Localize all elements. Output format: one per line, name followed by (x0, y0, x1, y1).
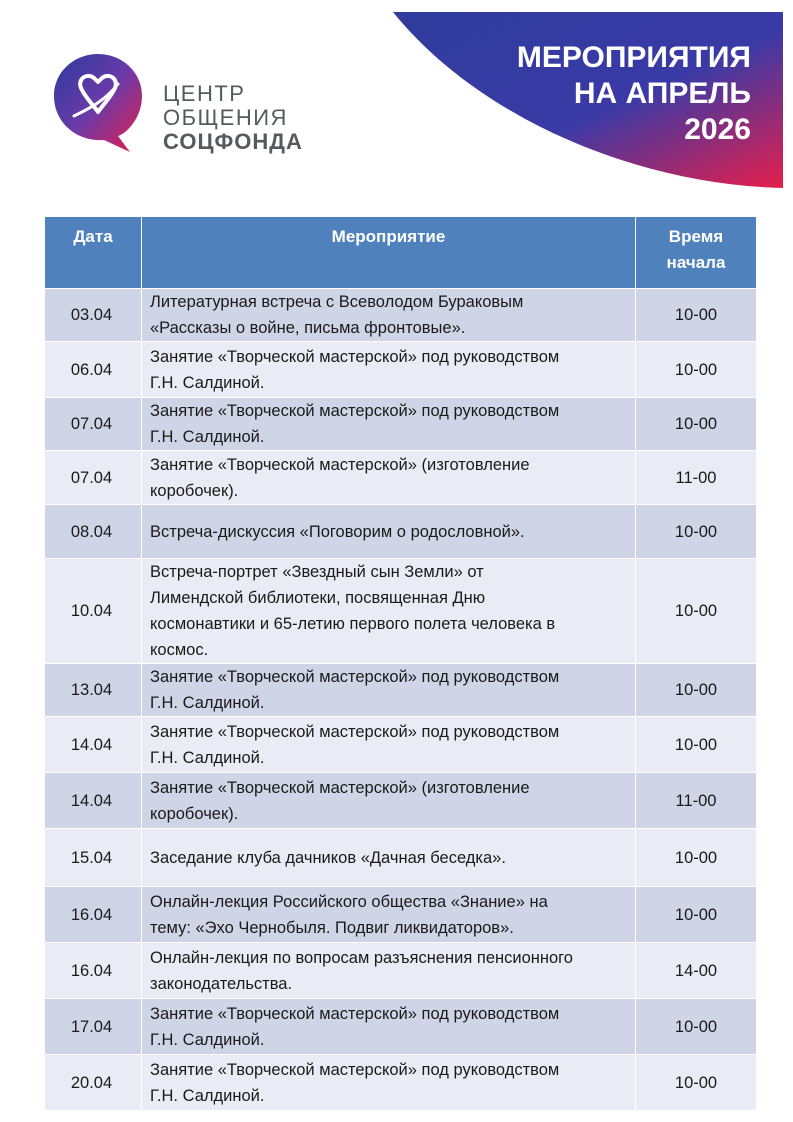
event-title (142, 717, 636, 773)
event-title-line: Г.Н. Салдиной. (150, 428, 265, 446)
logo-wordmark (163, 82, 303, 154)
event-title (142, 887, 636, 943)
table-row (45, 664, 757, 717)
event-time: 14-00 (636, 943, 757, 999)
header-line: Время (668, 227, 724, 246)
event-title-line: космонавтики и 65-летию первого полета человека в (150, 615, 556, 633)
event-title (142, 773, 636, 829)
event-title-line: Занятие «Творческой мастерской» под руководством (150, 1060, 560, 1079)
event-time: 10-00 (636, 289, 757, 342)
event-time: 10-00 (636, 664, 757, 717)
event-title-line: Встреча-портрет «Звездный сын Земли» от (150, 563, 484, 581)
event-title-line: Занятие «Творческой мастерской» под руководством (150, 722, 560, 741)
event-date: 07.04 (45, 451, 142, 505)
table-row (45, 505, 757, 559)
title-line: НА АПРЕЛЬ (573, 77, 751, 110)
event-title-line: Г.Н. Салдиной. (150, 1030, 265, 1049)
event-date: 13.04 (45, 664, 142, 717)
table-row (45, 999, 757, 1055)
event-title-line: Лимендской библиотеки, посвященная Дню (150, 589, 486, 607)
logo-line: ЦЕНТР (163, 81, 246, 106)
event-date: 14.04 (45, 773, 142, 829)
event-time: 10-00 (636, 1055, 757, 1111)
table-header-row (45, 217, 757, 289)
event-title (142, 1055, 636, 1111)
event-time: 10-00 (636, 559, 757, 664)
table-row (45, 342, 757, 398)
page-title (517, 40, 751, 148)
column-header-event: Мероприятие (142, 217, 636, 289)
event-date: 06.04 (45, 342, 142, 398)
event-title-line: Г.Н. Салдиной. (150, 748, 265, 767)
event-date: 20.04 (45, 1055, 142, 1111)
event-title-line: Занятие «Творческой мастерской» под руководством (150, 347, 560, 366)
event-date: 07.04 (45, 398, 142, 451)
event-title-line: Онлайн-лекция Российского общества «Знание» на (150, 892, 548, 911)
event-time: 10-00 (636, 887, 757, 943)
event-time: 10-00 (636, 999, 757, 1055)
table-row (45, 773, 757, 829)
event-date: 03.04 (45, 289, 142, 342)
event-time: 10-00 (636, 342, 757, 398)
event-date: 08.04 (45, 505, 142, 559)
event-title-line: Г.Н. Салдиной. (150, 373, 265, 392)
event-title-line: Занятие «Творческой мастерской» под руководством (150, 668, 560, 686)
event-date: 16.04 (45, 887, 142, 943)
title-line: МЕРОПРИЯТИЯ (516, 41, 751, 74)
logo-line: ОБЩЕНИЯ (163, 105, 288, 130)
table-row (45, 829, 757, 887)
column-header-date: Дата (45, 217, 142, 289)
logo-line: СОЦФОНДА (163, 129, 303, 154)
event-title-line: Занятие «Творческой мастерской» под руководством (150, 1004, 560, 1023)
event-title (142, 451, 636, 505)
table-row (45, 289, 757, 342)
event-title (142, 289, 636, 342)
event-title-line: Заседание клуба дачников «Дачная беседка». (150, 848, 506, 867)
table-row (45, 559, 757, 664)
table-row (45, 1055, 757, 1111)
event-title (142, 559, 636, 664)
event-title-line: «Рассказы о войне, письма фронтовые». (150, 319, 466, 337)
event-title (142, 999, 636, 1055)
table-row (45, 451, 757, 505)
event-title (142, 398, 636, 451)
event-title-line: коробочек). (150, 481, 239, 500)
title-line: 2026 (684, 113, 751, 146)
event-time: 10-00 (636, 829, 757, 887)
event-date: 14.04 (45, 717, 142, 773)
event-title (142, 664, 636, 717)
header-line: начала (666, 253, 726, 272)
event-title (142, 943, 636, 999)
event-title (142, 829, 636, 887)
event-date: 17.04 (45, 999, 142, 1055)
table-row (45, 943, 757, 999)
table-row (45, 717, 757, 773)
event-title (142, 505, 636, 559)
event-title-line: Занятие «Творческой мастерской» (изготовление (150, 455, 530, 474)
event-title-line: Онлайн-лекция по вопросам разъяснения пенсионного (150, 948, 573, 967)
event-title-line: Литературная встреча с Всеволодом Бураковым (150, 293, 524, 311)
event-title (142, 342, 636, 398)
event-time: 11-00 (636, 773, 757, 829)
event-title-line: Занятие «Творческой мастерской» под руководством (150, 402, 560, 420)
table-row (45, 398, 757, 451)
event-time: 10-00 (636, 505, 757, 559)
event-title-line: тему: «Эхо Чернобыля. Подвиг ликвидаторов». (150, 918, 514, 937)
event-date: 10.04 (45, 559, 142, 664)
event-title-line: коробочек). (150, 804, 239, 823)
event-date: 16.04 (45, 943, 142, 999)
event-title-line: Занятие «Творческой мастерской» (изготовление (150, 778, 530, 797)
event-title-line: Г.Н. Салдиной. (150, 694, 265, 712)
table-row (45, 887, 757, 943)
events-table (44, 216, 757, 1111)
column-header-time (636, 217, 757, 289)
event-date: 15.04 (45, 829, 142, 887)
heart-logo-icon (52, 50, 144, 154)
event-time: 11-00 (636, 451, 757, 505)
event-title-line: космос. (150, 641, 209, 659)
event-time: 10-00 (636, 398, 757, 451)
event-title-line: Г.Н. Салдиной. (150, 1086, 265, 1105)
event-title-line: Встреча-дискуссия «Поговорим о родословной». (150, 522, 525, 541)
event-time: 10-00 (636, 717, 757, 773)
event-title-line: законодательства. (150, 974, 293, 993)
